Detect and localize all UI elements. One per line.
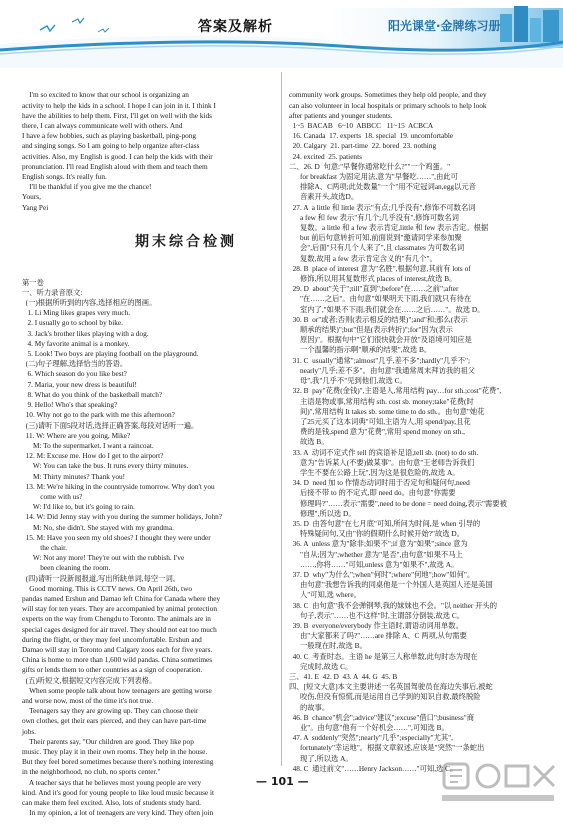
text-line: 12. M: Excuse me. How do I get to the airport? (22, 451, 164, 461)
text-line: 间)",常用结构 It takes sb. some time to do sth.。由句意"她花 (289, 406, 485, 416)
text-line: and singing songs. So I am going to help organize after-class (22, 141, 200, 151)
text-line: come with us? (22, 491, 83, 501)
text-line: 29. D about"关于";till"直到";before"在……之前";after (289, 284, 459, 294)
text-line: 二、26. D 句意:"早餐你通常吃什么?""一个鸡蛋。" (289, 161, 451, 171)
text-line: 一、听力录音原文: (22, 287, 83, 297)
text-line: I have a few hobbies, such as playing basketball, ping-pong (22, 131, 197, 141)
text-line: 一般现在时,故选 B。 (289, 641, 367, 651)
text-line: In my opinion, a lot of teenagers are very kind. They often join (22, 808, 214, 818)
text-line: 36. A unless 意为"除非;如果不";if 意为"如果";since 意为 (289, 539, 468, 549)
text-line: 35. D 由答句意"在七月底"可知,所问为时间,是 when 引导的 (289, 518, 481, 528)
text-line: 原因)"。根据句中"它们很快就会开放"及语境可知应是 (289, 335, 472, 345)
text-line: (五)听短文,根据短文内容完成下列表格。 (22, 675, 157, 685)
text-line: Yours, (22, 192, 41, 202)
text-line: 现了,所以选 A。 (289, 753, 353, 763)
text-line: 8. What do you think of the basketball match? (22, 389, 163, 399)
text-line: 7. Maria, your new dress is beautiful! (22, 379, 137, 389)
text-line: W: Not any more! They're out with the rubbish. I've (22, 553, 185, 563)
text-line: 复数。a little 和 a few 表示肯定,little 和 few 表示否定。根据 (289, 223, 489, 233)
text-line: 室内了,"如果不下雨,我们就会在……之后……"。故选 D。 (289, 304, 485, 314)
text-line: 完成时,故选 C。 (289, 661, 353, 671)
text-line: gifts or lends them to other countries as a sign of cooperation. (22, 665, 203, 675)
text-line: (一)根据所听到的内容,选择相应的图画。 (22, 298, 157, 308)
text-line: community work groups. Sometimes they help old people, and they (289, 90, 487, 100)
text-line: pronunciation. I'll read English aloud with them and teach them (22, 161, 208, 171)
text-line: 第一卷 (22, 277, 44, 287)
text-line: Damao will stay in Toronto and Calgary zoos each for five years. (22, 644, 213, 654)
text-line: 后接不带 to 的不定式,即 need do。由句意"你需要 (289, 488, 456, 498)
text-line: China is home to more than 1,600 wild pandas. China sometimes (22, 655, 213, 665)
text-line: I'll be thankful if you give me the chance! (22, 182, 152, 192)
text-line: 句子,表示"……也不这样"时,主谓部分倒装,故选 C。 (289, 610, 465, 620)
text-line: 9. Hello! Who's that speaking? (22, 400, 118, 410)
text-line: 咬伤,但没有惊慌,而是运用自己学到的知识自救,最终脱险 (289, 692, 481, 702)
text-line: jobs. (22, 726, 36, 736)
text-line: 16. Canada 17. experts 18. special 19. uncomfortable (289, 131, 454, 141)
text-line: been cleaning the room. (22, 563, 111, 573)
text-line: 意为"告诉某人(不要)做某事"。由句意"王老师告诉我们 (289, 457, 475, 467)
text-line: 27. A a little 和 little 表示"有点;几乎没有",修饰不可数名词 (289, 202, 476, 212)
text-line: can make them feel excited. Also, lots of students study hard. (22, 798, 201, 808)
text-line: 复数,故用 a few 表示肯定含义的"有几个"。 (289, 253, 437, 263)
text-line: M: Thirty minutes? Thank you! (22, 471, 126, 481)
text-line: Yang Pei (22, 202, 49, 212)
text-line: 14. W: Did Jenny stay with you during the summer holidays, John? (22, 512, 223, 522)
page-header (0, 0, 563, 68)
text-line: 24. excited 25. patients (289, 151, 362, 161)
text-line: 30. B or"或者;否则(表示相反的结果)";and"和;那么(表示 (289, 314, 468, 324)
text-line: 会",后面"只有几个人来了",且 classmates 为可数名词 (289, 243, 465, 253)
text-line: during the flight, or they may feel uncomfortable. Ershun and (22, 634, 202, 644)
section-title: 期末综合检测 (135, 234, 237, 250)
text-line: 34. D need 加 to 作情态动词时用于否定句和疑问句,need (289, 478, 470, 488)
left-column (22, 70, 276, 818)
text-line: 三、41. E 42. D 43. A 44. G 45. B (289, 671, 398, 681)
text-line: can also volunteer in local hospitals or primary schools to help look (289, 100, 487, 110)
text-line: 48. C 通过前文"……Henry Jackson……"可知,选 C。 (289, 763, 458, 773)
text-line: M: No, she didn't. She stayed with my grandma. (22, 522, 174, 532)
text-line: I'm so excited to know that our school is organizing an (22, 90, 189, 100)
text-line: 由句意"我想告诉我的同桌他是一个外国人是英国人还是美国 (289, 580, 493, 590)
text-line: 33. A 动词不定式作 tell 的宾语补足语,tell sb. (not) to do sth. (289, 447, 479, 457)
text-line: But they feel bored sometimes because there's nothing interesting (22, 757, 214, 767)
text-line: 40. C 考查时态。主语 he 是第三人称单数,此句时态为现在 (289, 651, 478, 661)
text-line: will stay for ten years. They are accompanied by animal protection (22, 604, 217, 614)
text-line: 6. Which season do you like best? (22, 369, 127, 379)
text-line: (二)句子理解,选择恰当的答语。 (22, 359, 128, 369)
text-line: 人"可知,选 where。 (289, 590, 361, 600)
answer-explanations (289, 90, 547, 774)
text-line: in the neighborhood, no club, no sports center." (22, 767, 161, 777)
text-line: there, I can always communicate well with others. And (22, 121, 183, 131)
text-line: experts on the way from Chengdu to Toronto. The animals are in (22, 614, 211, 624)
text-line: 学生不要在公路上玩",因为这是很危险的,故选 A。 (289, 467, 460, 477)
text-line: 了25元买了这本词典"可知,主语为人,用 spend/pay,且花 (289, 416, 471, 426)
watermark (436, 758, 560, 810)
text-line: M: To the supermarket. I want a raincoat. (22, 440, 154, 450)
text-line: Teenagers say they are growing up. They can choose their (22, 706, 199, 716)
text-line: 特殊疑问句,又由"你的假期什么时候开始?"故选 D。 (289, 529, 464, 539)
text-line: 46. B chance"机会";advice"建议";excuse"借口";business"商 (289, 712, 474, 722)
text-line: 11. W: Where are you going, Mike? (22, 430, 131, 440)
page-number: — 101 — (256, 775, 309, 788)
text-line: 排除A、C两项;此处数量"一个"用不定冠词an,egg以元音 (289, 182, 476, 192)
text-line: Their parents say, "Our children are good. They like pop (22, 736, 194, 746)
text-line: 32. B pay"花费(金钱)",主语是人,常用结构 pay…for sth.;cost"花费", (289, 386, 502, 396)
text-line: 1. Li Ming likes grapes very much. (22, 308, 131, 318)
text-line: When some people talk about how teenagers are getting worse (22, 685, 212, 695)
text-line: W: I'd like to, but it's going to rain. (22, 502, 135, 512)
text-line: 47. A suddenly"突然";nearly"几乎";especially"尤其", (289, 733, 453, 743)
text-line: 28. B place of interest 意为"名胜",根据句意,其前有 lots of (289, 263, 471, 273)
text-line: fortunately"幸运地"。根据文章叙述,应该是"突然"一条蛇出 (289, 743, 485, 753)
text-line: 一个温馨的指示啊"顺承的结果",故选 B。 (289, 345, 432, 355)
text-line: 修饰,所以用其复数形式 places of interest,故选 B。 (289, 274, 457, 284)
text-line: and worse now, most of the time it's not true. (22, 695, 154, 705)
text-line: activity to help the kids in a school. I hope I can join in it. I think I (22, 100, 216, 110)
text-line: 母",我"几乎不"见到他们,故选 C。 (289, 376, 407, 386)
text-line: pandas named Ershun and Damao left China for Canada where they (22, 593, 221, 603)
text-line: 15. M: Have you seen my old shoes? I thought they were under (22, 532, 211, 542)
text-line: music. They play it in their own rooms. They help in the house. (22, 747, 208, 756)
right-column (289, 70, 547, 773)
text-line: a few 和 few 表示"有几个;几乎没有",修饰可数名词 (289, 212, 459, 222)
text-line: after patients and younger students. (289, 110, 393, 120)
text-line: kind. And it's good for young people to like loud music because it (22, 787, 215, 797)
text-line: 业"。由句意"他有一个好机会……",可知选 B。 (289, 723, 449, 732)
header-decoration (0, 0, 563, 68)
text-line: 由"大家都来了吗?"……are 排除 A、C 两项,从句需要 (289, 631, 467, 641)
text-line: (四)请听一段新闻报道,写出所缺单词,每空一词。 (22, 573, 181, 583)
text-line: 10. Why not go to the park with me this afternoon? (22, 410, 175, 420)
text-line: nearly"几乎;差不多"。由句意"我通常周末拜访我的祖父 (289, 365, 476, 375)
text-line: own clothes, get their ears pierced, and they can have part-time (22, 716, 207, 726)
text-line: A teacher says that he believes most young people are very (22, 777, 202, 787)
text-line: the chair. (22, 542, 67, 552)
text-line: for breakfast 为固定用法,意为"早餐吃……",由此可 (289, 172, 458, 182)
text-line: 37. D why"为什么";when"何时";where"何地";how"如何"。 (289, 569, 475, 579)
text-line: (三)请听下面5段对话,选择正确答案,每段对话听一遍。 (22, 420, 199, 430)
text-line: 3. Jack's brother likes playing with a dog. (22, 328, 149, 338)
text-line: 2. I usually go to school by bike. (22, 318, 123, 328)
text-line: 4. My favorite animal is a monkey. (22, 338, 130, 348)
text-line: activities. Also, my English is good. I can help the kids with their (22, 151, 213, 161)
text-line: 38. C 由句意"我不会弹钢琴,我的妹妹也不会。"以 neither 开头的 (289, 600, 498, 610)
text-line: 主语是物或事,常用结构 sth. cost sb. money;take"花费(时 (289, 396, 474, 406)
header-title: 答案及解析 (198, 19, 273, 35)
text-line: have the abilities to help them. First, I'll get on well with the kids (22, 110, 212, 120)
text-line: Good morning. This is CCTV news. On April 26th, two (22, 583, 192, 593)
letter-text (22, 90, 276, 212)
text-line: 故选 B。 (289, 437, 329, 447)
text-line: 1~5 BACAB 6~10 ABBCC 11~15 ACBCA (289, 121, 434, 131)
text-line: but 前后句意转折可知,前面说到"邀请同学来参加聚 (289, 233, 462, 243)
text-line: W: You can take the bus. It runs every thirty minutes. (22, 461, 189, 471)
text-line: 修理",所以选 D。 (289, 508, 356, 518)
text-line: English songs. It's really fun. (22, 172, 107, 182)
text-line: ……,你将……"可知,unless 意为"如果不",故选 A。 (289, 559, 459, 569)
text-line: 四、[短文大意]本文主要讲述一名英国驾驶员在海边失事后,被蛇 (289, 682, 493, 692)
text-line: "自从;因为";whether 意为"是否",由句意"如果不马上 (289, 549, 463, 559)
text-line: 顺承的结果)";but"但是(表示转折)";for"因为(表示 (289, 325, 453, 335)
text-line: 5. Look! Two boys are playing football on the playground. (22, 349, 199, 359)
text-line: 音素开头,故选D。 (289, 192, 359, 202)
text-line: special cages designed for air travel. They should not eat too much (22, 624, 217, 634)
text-line: 31. C usually"通常";almost"几乎,差不多";hardly"几乎不"; (289, 355, 471, 365)
text-line: 费的是钱,spend 意为"花费",常用 spend money on sth., (289, 427, 466, 437)
text-line: 39. B everyone/everybody 作主语时,谓语动词用单数。 (289, 620, 463, 630)
header-brand: 阳光课堂·金牌练习册 (388, 19, 501, 33)
listening-transcript (22, 278, 276, 819)
text-line: 修理吗?"……表示"需要",need to be done = need doing,表示"需要被 (289, 498, 507, 508)
column-divider (281, 72, 282, 766)
text-line: "在……之后"。由句意"如果明天下雨,我们就只有待在 (289, 294, 472, 304)
text-line: 20. Calgary 21. part-time 22. bored 23. nothing (289, 141, 437, 151)
text-line: 13. M: We're hiking in the countryside tomorrow. Why don't you (22, 481, 215, 491)
text-line: 的故事。 (289, 702, 330, 712)
